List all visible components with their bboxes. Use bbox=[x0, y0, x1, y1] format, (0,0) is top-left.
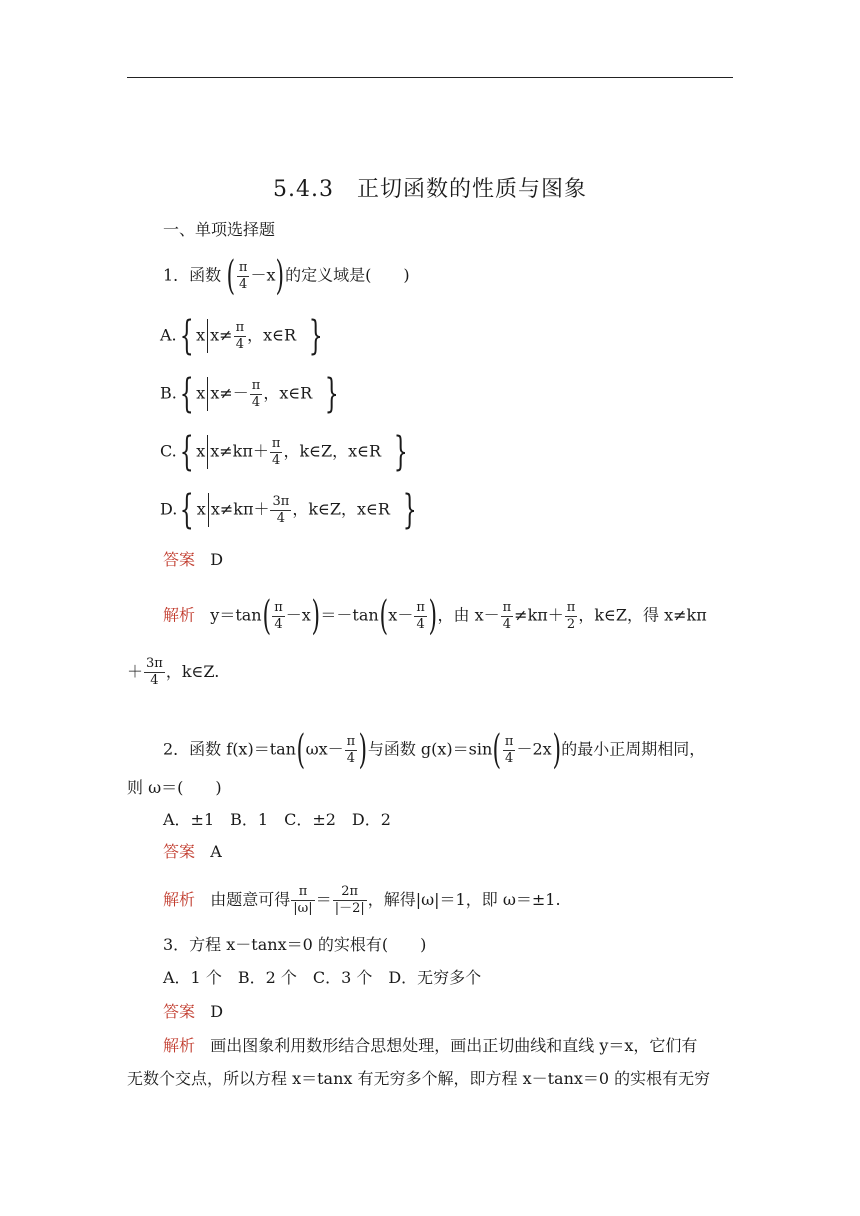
page-title: 5.4.3 正切函数的性质与图象 bbox=[273, 177, 587, 202]
q1-option-c: C.{ x x≠kπ＋ $\frac{\pi}{4}$ ，k∈Z，x∈R } bbox=[160, 429, 408, 475]
q2-stem: 2．函数 f(x)＝tan(ωx－ $\frac{\pi}{4}$ )与函数 g(x)＝sin( $\frac{\pi}{4}$ －2x)的最小正周期相同， bbox=[163, 727, 706, 773]
q3-explanation-cont: 无数个交点，所以方程 x＝tanx 有无穷多个解，即方程 x－tanx＝0 的实根有无穷 bbox=[127, 1069, 711, 1088]
q1-option-d: D.{ x x≠kπ＋ $\frac{3\pi}{4}$ ，k∈Z，x∈R } bbox=[160, 487, 417, 533]
q3-stem: 3．方程 x－tanx＝0 的实根有( ) bbox=[163, 935, 427, 954]
q3-explanation: 解析 画出图象利用数形结合思想处理，画出正切曲线和直线 y＝x，它们有 bbox=[163, 1036, 698, 1055]
header-rule bbox=[127, 77, 733, 78]
q1-stem: 1．函数 ( $\frac{\pi}{4}$ －x)的定义域是( ) bbox=[163, 253, 410, 299]
q2-stem-line2: 则 ω＝( ) bbox=[127, 778, 222, 797]
q3-options: A．1 个 B．2 个 C．3 个 D．无穷多个 bbox=[163, 968, 482, 987]
q1-option-b: B.{ x x≠－ $\frac{\pi}{4}$ ，x∈R } bbox=[160, 371, 340, 417]
q1-option-a: A.{ x x≠ $\frac{\pi}{4}$ ，x∈R } bbox=[160, 313, 323, 359]
q1-explanation-cont: ＋ $\frac{3\pi}{4}$ ，k∈Z. bbox=[127, 656, 220, 688]
section-heading: 一、单项选择题 bbox=[163, 220, 276, 239]
q2-options: A．±1 B．1 C．±2 D．2 bbox=[163, 810, 391, 829]
q1-explanation: 解析 y＝tan( $\frac{\pi}{4}$ －x)＝－tan(x－ $\frac{\pi}{4}$ )，由 x－ $\frac{\pi}{4}$ ≠kπ＋ $\frac{\pi}{2}$ ，k∈Z，得 x≠kπ bbox=[163, 593, 707, 639]
q2-explanation: 解析 由题意可得 $\frac{\pi}{|\omega|}$ ＝ $\frac{2\pi}{|-2|}$ ，解得|ω|＝1，即 ω＝±1. bbox=[163, 884, 561, 916]
q2-answer: 答案 A bbox=[163, 842, 222, 861]
q3-answer: 答案 D bbox=[163, 1002, 224, 1021]
q1-answer: 答案 D bbox=[163, 550, 224, 569]
